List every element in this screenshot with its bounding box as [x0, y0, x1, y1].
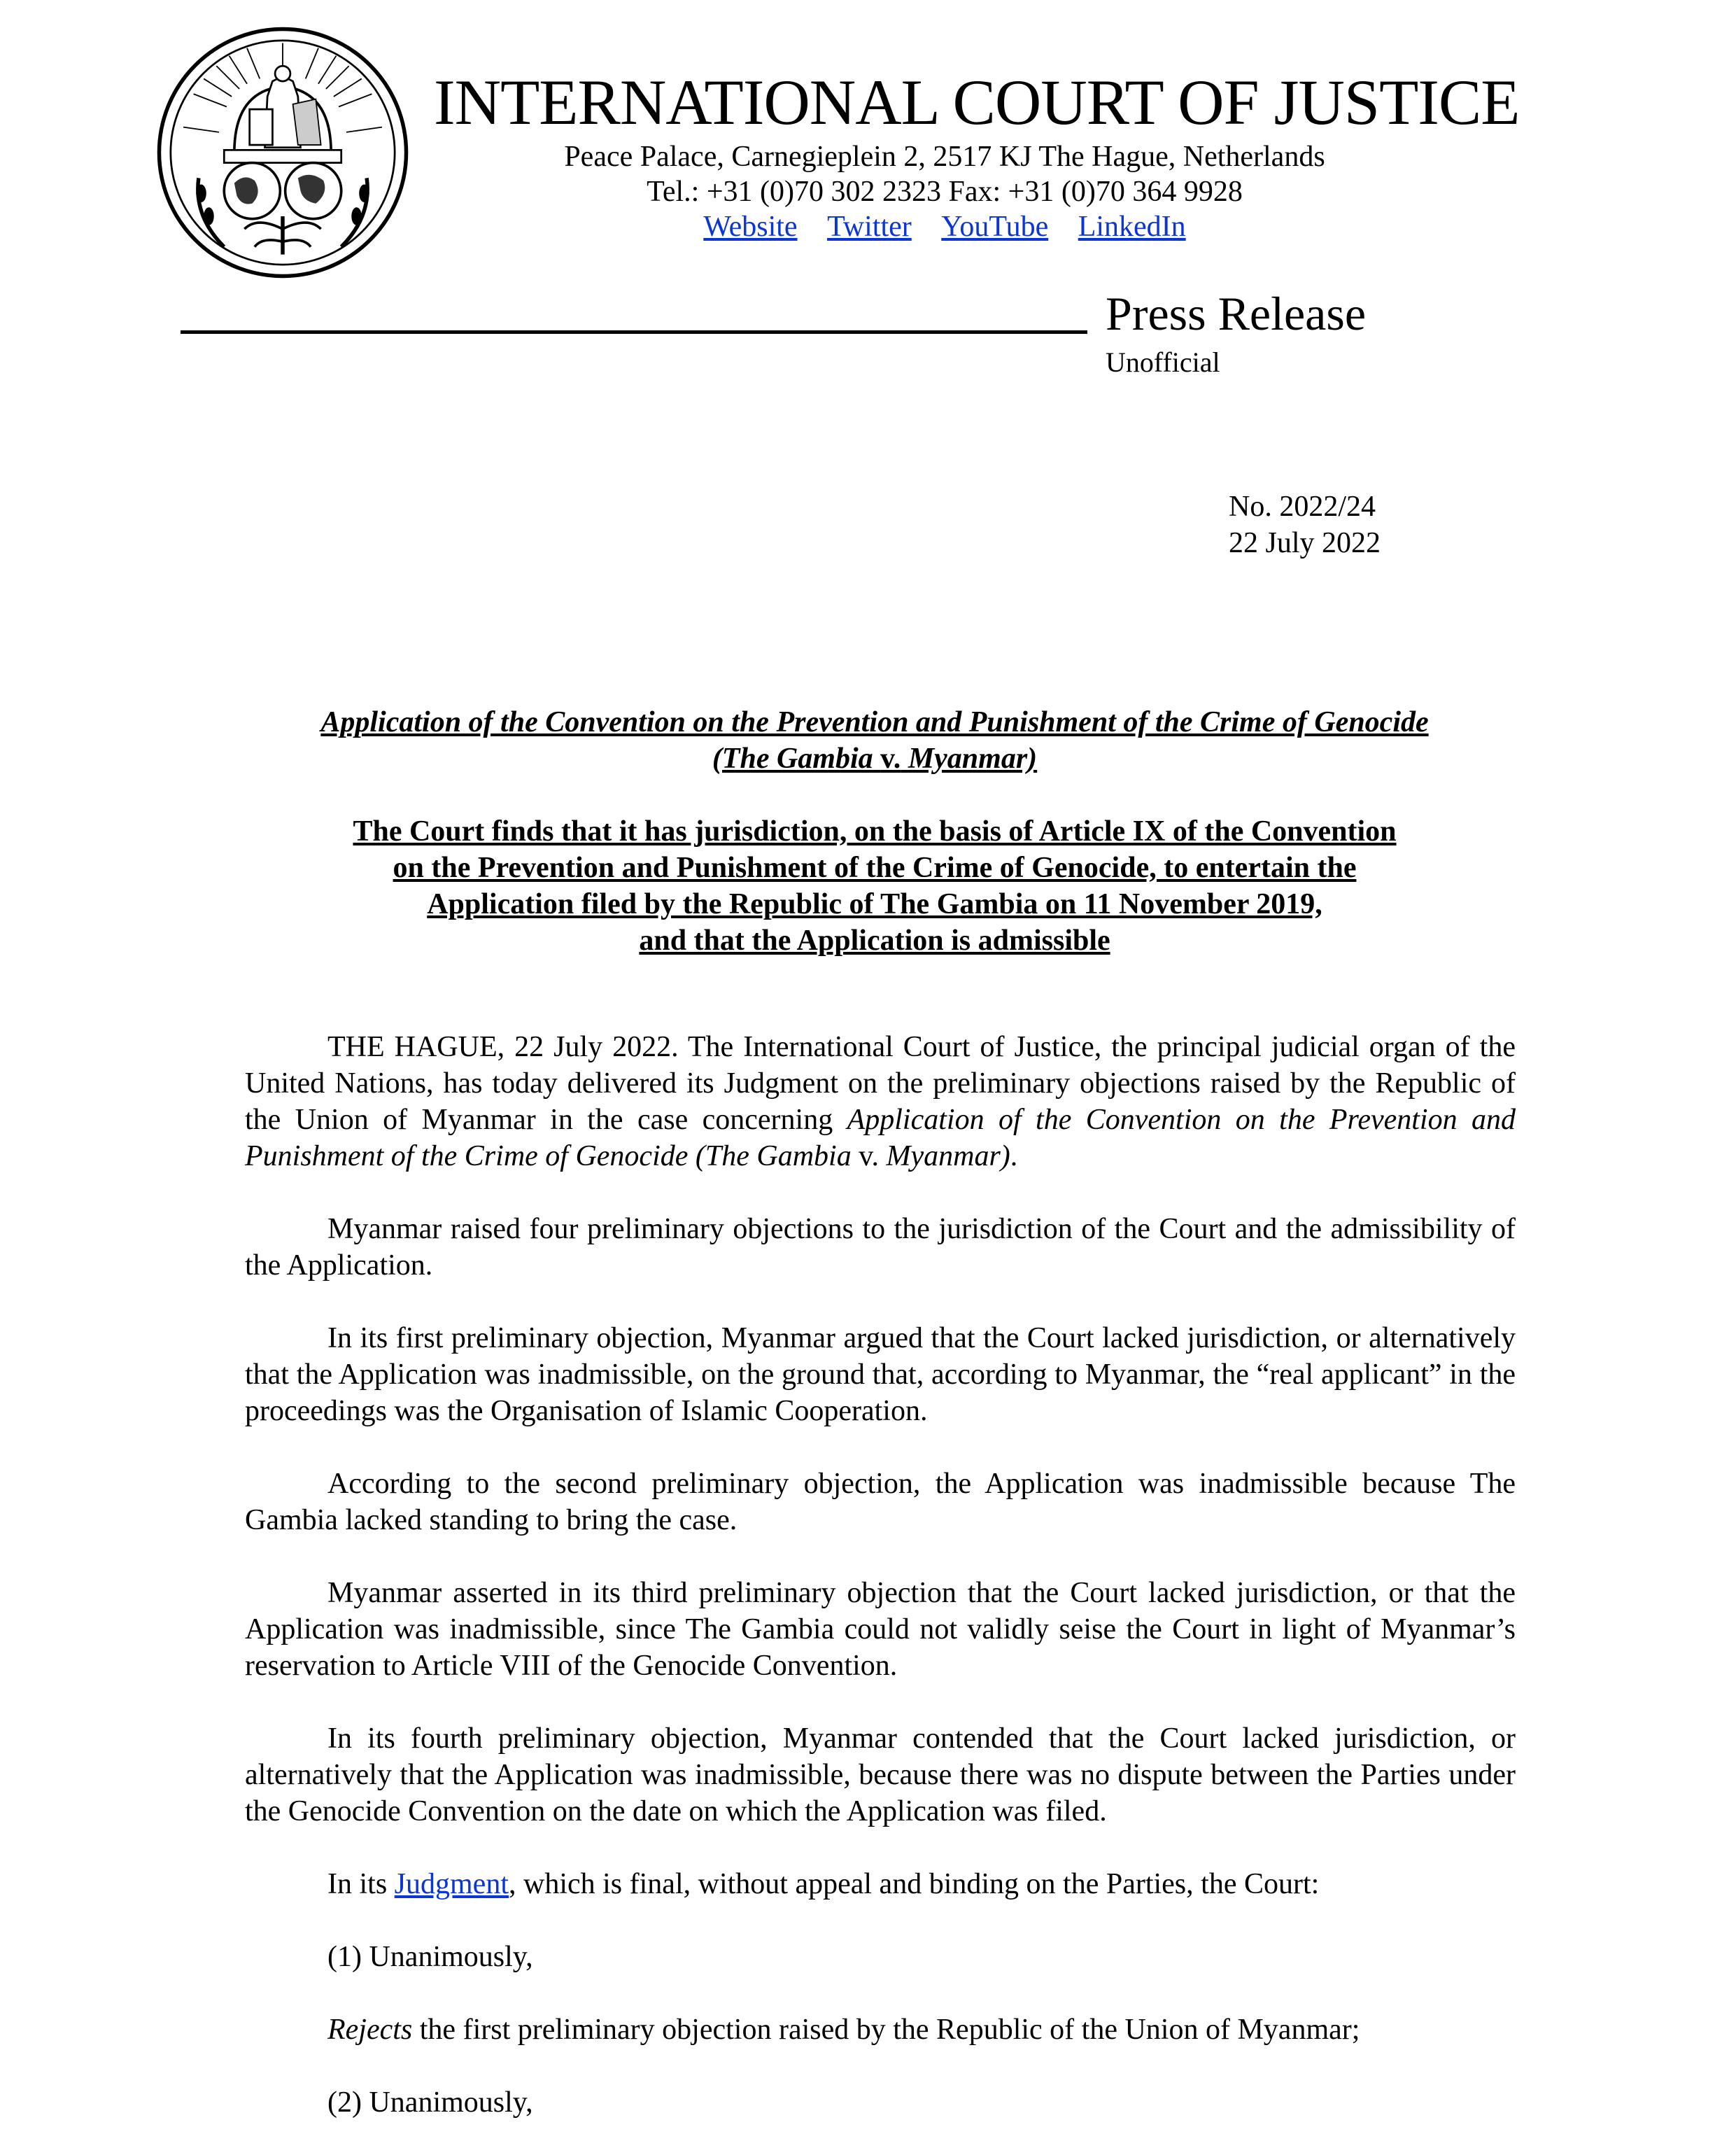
release-date: 22 July 2022 — [1229, 527, 1381, 559]
judgment-link[interactable]: Judgment — [394, 1868, 509, 1900]
case-title-line2: (The Gambia v. Myanmar) — [712, 743, 1038, 775]
header-divider — [181, 330, 1087, 334]
social-links — [448, 209, 1441, 245]
release-status: Unofficial — [1106, 346, 1220, 378]
holding-line2: on the Prevention and Punishment of the Crime of Genocide, to entertain the — [393, 852, 1357, 884]
website-link[interactable]: Website — [703, 211, 798, 243]
linkedin-link[interactable]: LinkedIn — [1078, 211, 1186, 243]
press-release-title: Press Release — [1106, 287, 1367, 340]
paragraph-fourth-objection: In its fourth preliminary objection, Myanmar contended that the Court lacked jurisdiction, or alternatively that the Application was inadmissible, because there was no dispute between the Parties under the Genocide Convention on the date on which the Application was filed. — [245, 1722, 1516, 1827]
organization-name: INTERNATIONAL COURT OF JUSTICE — [434, 66, 1520, 138]
holding-line4: and that the Application is admissible — [639, 925, 1110, 957]
case-title-line1: Application of the Convention on the Prevention and Punishment of the Crime of Genocide — [320, 706, 1429, 738]
holding-heading — [210, 813, 1539, 959]
holding-line1: The Court finds that it has jurisdiction, on the basis of Article IX of the Convention — [353, 815, 1397, 848]
twitter-link[interactable]: Twitter — [827, 211, 912, 243]
operative-item-2: (2) Unanimously, — [327, 2086, 533, 2119]
icj-seal-logo — [155, 25, 410, 280]
judgment-intro: In its Judgment, which is final, without appeal and binding on the Parties, the Court: — [327, 1868, 1320, 1900]
paragraph-intro: THE HAGUE, 22 July 2022. The International Court of Justice, the principal judicial organ of the United Nations, has today delivered its Judgment on the preliminary objections raised by the Republic of the Union of Myanmar in the case concerning Application of the Convention on the Prevention and Punishment of the Crime of Genocide (The Gambia v. Myanmar). — [245, 1031, 1516, 1172]
paragraph-second-objection: According to the second preliminary objection, the Application was inadmissible because The Gambia lacked standing to bring the case. — [245, 1468, 1516, 1536]
address: Peace Palace, Carnegieplein 2, 2517 KJ The Hague, Netherlands — [564, 141, 1325, 173]
youtube-link[interactable]: YouTube — [941, 211, 1049, 243]
release-number: No. 2022/24 — [1229, 491, 1376, 523]
paragraph-objections: Myanmar raised four preliminary objections to the jurisdiction of the Court and the admissibility of the Application. — [245, 1213, 1516, 1282]
operative-item-1: (1) Unanimously, — [327, 1941, 533, 1973]
case-title — [210, 704, 1539, 777]
contact-info: Tel.: +31 (0)70 302 2323 Fax: +31 (0)70 364 9928 — [647, 176, 1243, 208]
paragraph-first-objection: In its first preliminary objection, Myanmar argued that the Court lacked jurisdiction, or alternatively that the Application was inadmissible, on the ground that, according to Myanmar, the “real applicant” in the proceedings was the Organisation of Islamic Cooperation. — [245, 1322, 1516, 1427]
holding-line3: Application filed by the Republic of The Gambia on 11 November 2019, — [427, 888, 1322, 920]
paragraph-third-objection: Myanmar asserted in its third preliminary objection that the Court lacked jurisdiction, or that the Application was inadmissible, since The Gambia could not validly seise the Court in light of Myanmar’s reservation to Article VIII of the Genocide Convention. — [245, 1577, 1516, 1682]
operative-rejects-1: Rejects the first preliminary objection raised by the Republic of the Union of Myanmar; — [327, 2014, 1360, 2046]
